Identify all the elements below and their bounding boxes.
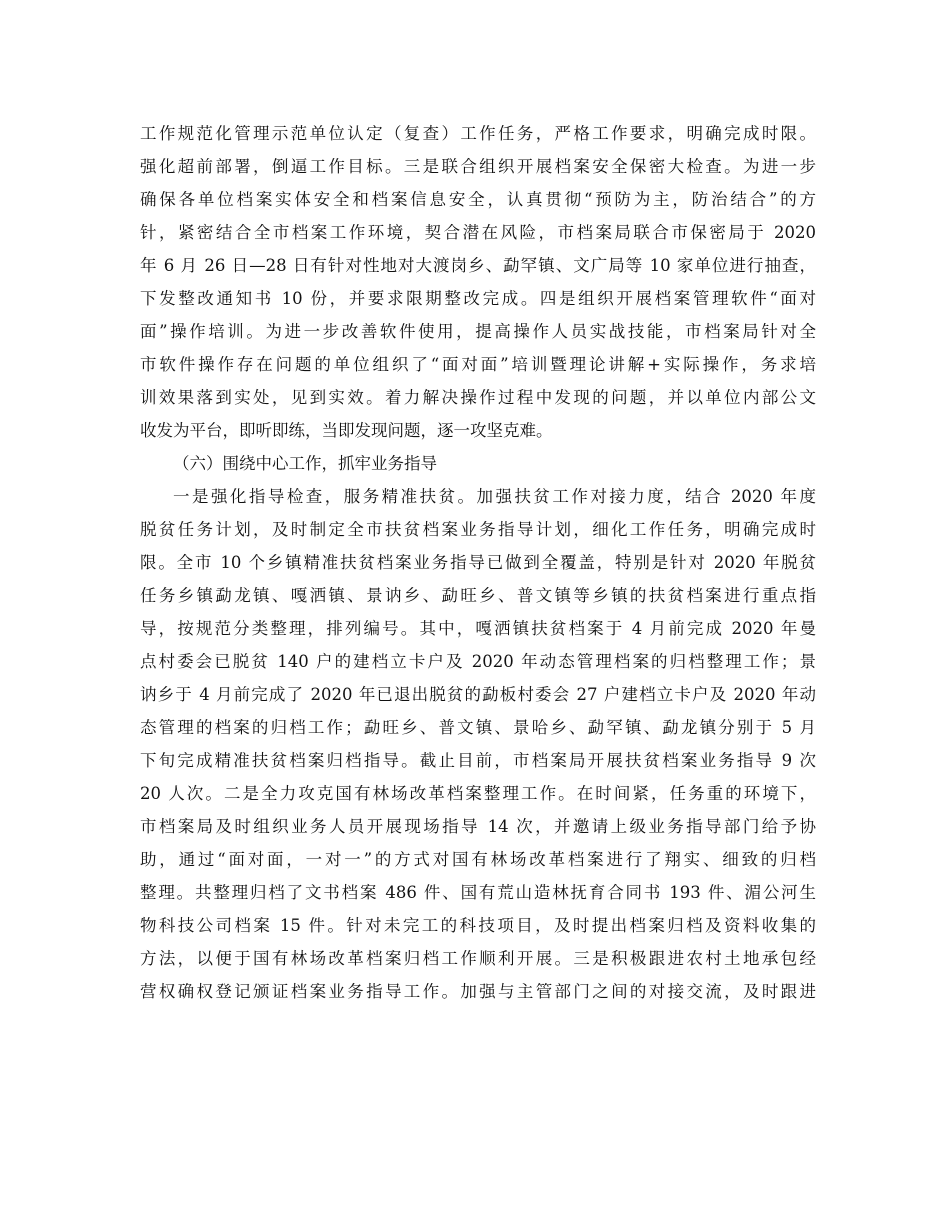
paragraph-2 (140, 480, 816, 1008)
text-line: 市软件操作存在问题的单位组织了“面对面”培训暨理论讲解+实际操作，务求培 (140, 355, 816, 374)
text-line: 确保各单位档案实体安全和档案信息安全，认真贯彻“预防为主，防治结合”的方 (140, 190, 816, 209)
text-line: 面”操作培训。为进一步改善软件使用，提高操作人员实战技能，市档案局针对全 (140, 322, 816, 341)
text-line: 针，紧密结合全市档案工作环境，契合潜在风险，市档案局联合市保密局于 2020 (140, 223, 816, 242)
text-line: 下发整改通知书 10 份，并要求限期整改完成。四是组织开展档案管理软件“面对 (140, 289, 816, 308)
text-line: 下旬完成精准扶贫档案归档指导。截止目前，市档案局开展扶贫档案业务指导 9 次 (140, 751, 816, 770)
text-line: 强化超前部署，倒逼工作目标。三是联合组织开展档案安全保密大检查。为进一步 (140, 157, 816, 176)
text-line: 限。全市 10 个乡镇精准扶贫档案业务指导已做到全覆盖，特别是针对 2020 年脱贫 (140, 553, 816, 572)
text-line: 方法，以便于国有林场改革档案归档工作顺利开展。三是积极跟进农村土地承包经 (140, 949, 816, 968)
text-line: 工作规范化管理示范单位认定（复查）工作任务，严格工作要求，明确完成时限。 (140, 124, 816, 143)
text-line: 20 人次。二是全力攻克国有林场改革档案整理工作。在时间紧，任务重的环境下， (140, 784, 816, 803)
text-line: 助，通过“面对面，一对一”的方式对国有林场改革档案进行了翔实、细致的归档 (140, 850, 816, 869)
text-line: 讷乡于 4 月前完成了 2020 年已退出脱贫的勐板村委会 27 户建档立卡户及 2020 年动 (140, 685, 816, 704)
text-line: 收发为平台，即听即练，当即发现问题，逐一攻坚克难。 (140, 421, 553, 440)
text-line: 态管理的档案的归档工作；勐旺乡、普文镇、景哈乡、勐罕镇、勐龙镇分别于 5 月 (140, 718, 816, 737)
document-body (140, 117, 816, 1008)
text-line: 脱贫任务计划，及时制定全市扶贫档案业务指导计划，细化工作任务，明确完成时 (140, 520, 816, 539)
text-line: 训效果落到实处，见到实效。着力解决操作过程中发现的问题，并以单位内部公文 (140, 388, 816, 407)
text-line: 整理。共整理归档了文书档案 486 件、国有荒山造林抚育合同书 193 件、湄公河生 (140, 883, 816, 902)
text-line: 任务乡镇勐龙镇、嘎洒镇、景讷乡、勐旺乡、普文镇等乡镇的扶贫档案进行重点指 (140, 586, 816, 605)
text-line: 物科技公司档案 15 件。针对未完工的科技项目，及时提出档案归档及资料收集的 (140, 916, 816, 935)
paragraph-1 (140, 117, 816, 447)
text-line: 年 6 月 26 日—28 日有针对性地对大渡岗乡、勐罕镇、文广局等 10 家单位进行抽查， (140, 256, 816, 275)
section-heading: （六）围绕中心工作，抓牢业务指导 (173, 454, 437, 473)
text-line: 市档案局及时组织业务人员开展现场指导 14 次，并邀请上级业务指导部门给予协 (140, 817, 816, 836)
text-line: 点村委会已脱贫 140 户的建档立卡户及 2020 年动态管理档案的归档整理工作；景 (140, 652, 816, 671)
text-line: 一是强化指导检查，服务精准扶贫。加强扶贫工作对接力度，结合 2020 年度 (173, 487, 816, 506)
text-line: 导，按规范分类整理，排列编号。其中，嘎洒镇扶贫档案于 4 月前完成 2020 年曼 (140, 619, 816, 638)
text-line: 营权确权登记颁证档案业务指导工作。加强与主管部门之间的对接交流，及时跟进 (140, 982, 816, 1001)
